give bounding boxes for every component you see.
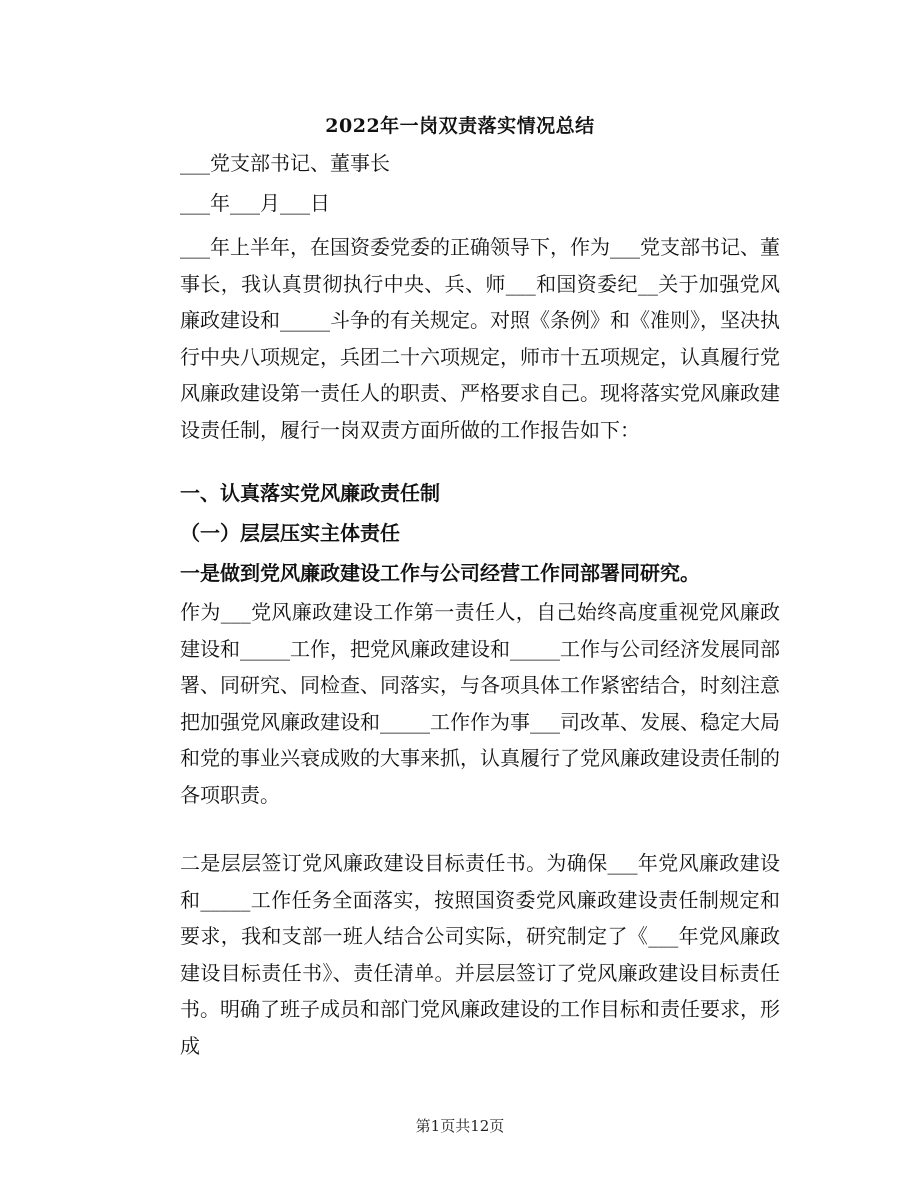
- author-line: ___党支部书记、董事长: [180, 151, 390, 175]
- point-heading-1: 一是做到党风廉政建设工作与公司经营工作同部署同研究。: [180, 561, 700, 585]
- date-line: ___年___月___日: [180, 191, 330, 215]
- body-paragraph-1: [180, 594, 780, 814]
- body-paragraph-2: [180, 845, 780, 1065]
- paragraph-1-text: 作为___党风廉政建设工作第一责任人，自己始终高度重视党风廉政建设和_____工作，把党风廉政建设和_____工作与公司经济发展同部署、同研究、同检查、同落实，与各项具体工作紧密结合，时刻注意把加强党风廉政建设和_____工作作为事___司改革、发展、稳定大局和党的事业兴衰成败的大事来抓，认真履行了党风廉政建设责任制的各项职责。: [180, 600, 780, 807]
- intro-text: ___年上半年，在国资委党委的正确领导下，作为___党支部书记、董事长，我认真贯彻执行中央、兵、师___和国资委纪__关于加强党风廉政建设和_____斗争的有关规定。对照《条例》和《准则》，坚决执行中央八项规定，兵团二十六项规定，师市十五项规定，认真履行党风廉政建设第一责任人的职责、严格要求自己。现将落实党风廉政建设责任制，履行一岗双责方面所做的工作报告如下：: [180, 235, 780, 442]
- section-heading-1: 一、认真落实党风廉政责任制: [180, 481, 440, 505]
- document-title: 2022年一岗双责落实情况总结: [325, 115, 595, 137]
- paragraph-2-text: 二是层层签订党风廉政建设目标责任书。为确保___年党风廉政建设和_____工作任务全面落实，按照国资委党风廉政建设责任制规定和要求，我和支部一班人结合公司实际，研究制定了《___年党风廉政建设目标责任书》、责任清单。并层层签订了党风廉政建设目标责任书。明确了班子成员和部门党风廉政建设的工作目标和责任要求，形成: [180, 851, 780, 1058]
- subsection-heading-1: （一）层层压实主体责任: [180, 521, 400, 545]
- intro-paragraph: [180, 229, 780, 449]
- page-number: 第1页共12页: [415, 1117, 505, 1135]
